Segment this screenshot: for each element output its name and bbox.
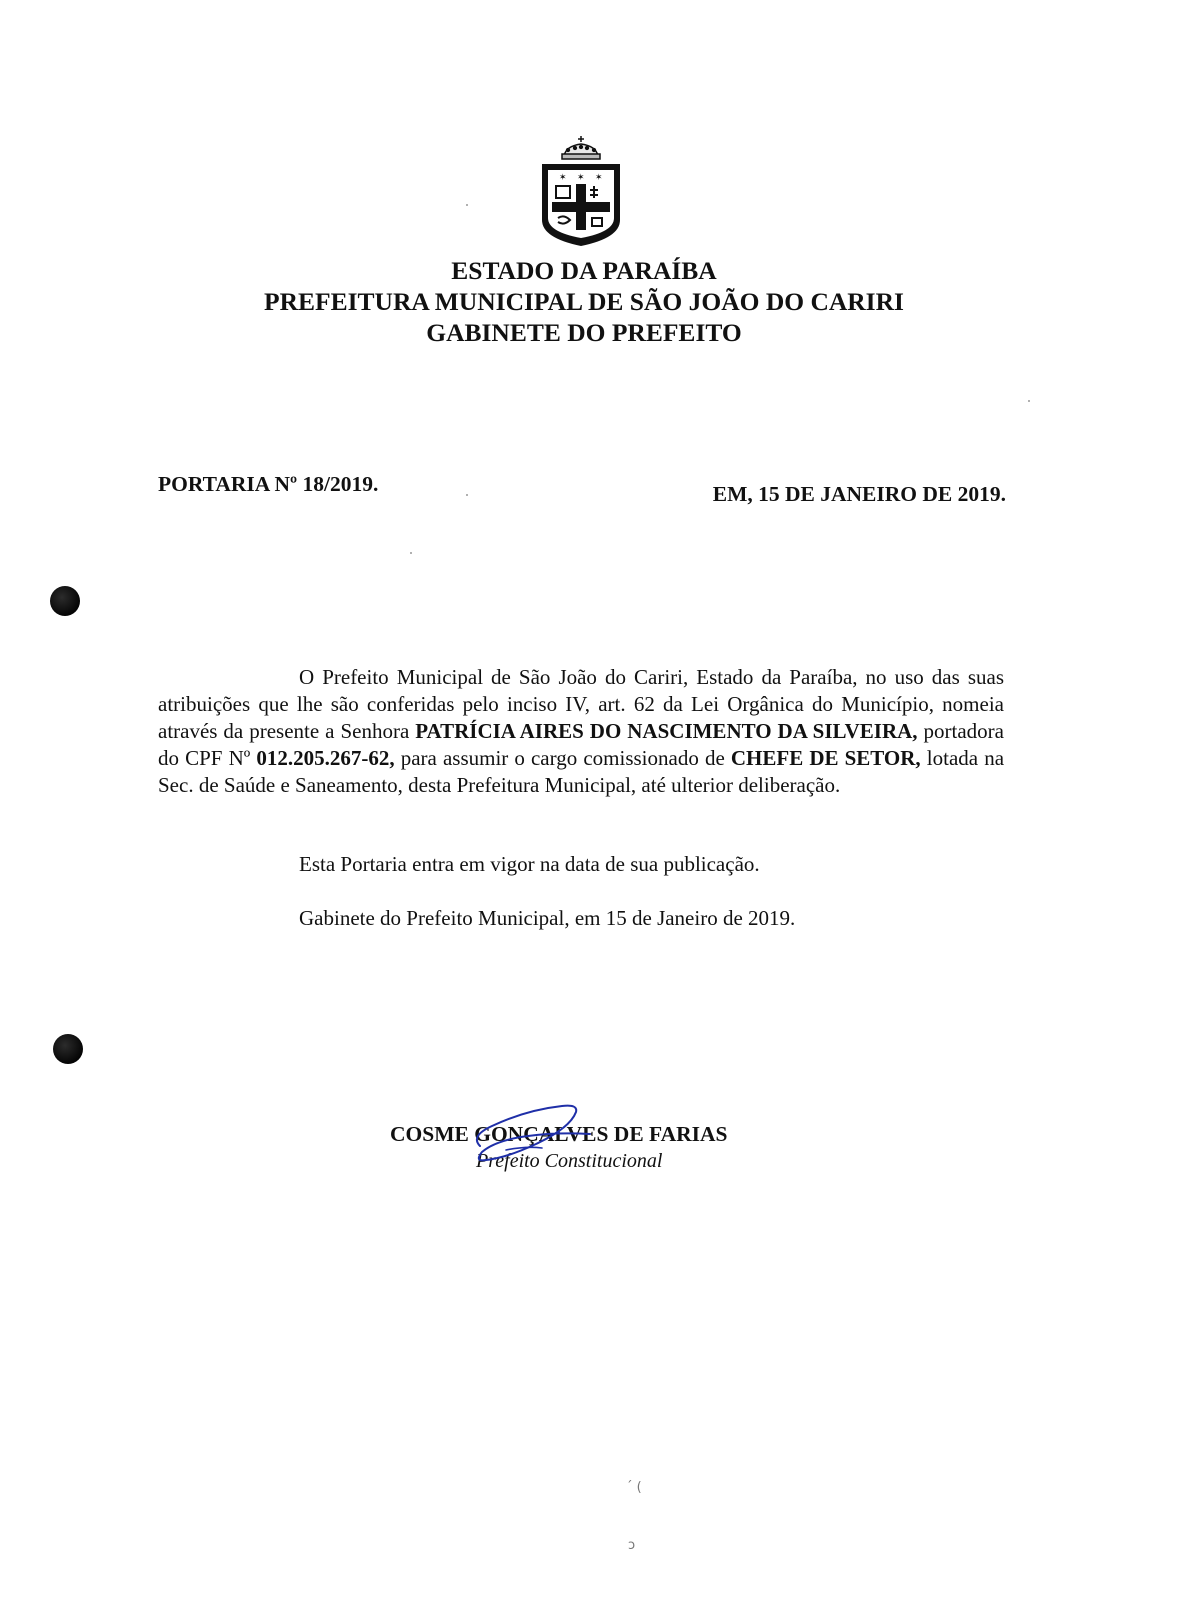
svg-text:✶: ✶ xyxy=(577,173,585,183)
signer-name: COSME GONÇALVES DE FARIAS xyxy=(390,1122,728,1146)
effective-date-paragraph: Esta Portaria entra em vigor na data de sua publicação. xyxy=(299,852,760,876)
document-body xyxy=(158,664,1004,799)
paragraph-text: portadora do CPF Nº xyxy=(158,719,1004,770)
appointee-role: CHEFE DE SETOR, xyxy=(730,746,921,770)
header-prefecture: PREFEITURA MUNICIPAL DE SÃO JOÃO DO CARIRI xyxy=(264,287,904,316)
coat-of-arms-icon xyxy=(538,134,624,250)
paragraph-text: lotada na Sec. de Saúde e Saneamento, desta Prefeitura Municipal, até ulterior deliberação. xyxy=(158,746,1005,797)
scan-speck: ɔ xyxy=(628,1538,636,1553)
punch-hole-mark xyxy=(50,586,80,616)
handwritten-signature xyxy=(466,1100,606,1170)
svg-text:✶: ✶ xyxy=(559,173,567,183)
paragraph-text: para assumir o cargo comissionado de xyxy=(394,746,731,770)
portaria-number: PORTARIA Nº 18/2019. xyxy=(158,472,379,496)
scan-dot xyxy=(466,204,468,206)
header-office: GABINETE DO PREFEITO xyxy=(426,318,742,347)
signer-title: Prefeito Constitucional xyxy=(476,1150,663,1172)
header-state: ESTADO DA PARAÍBA xyxy=(451,256,717,285)
document-header xyxy=(0,255,1168,348)
paragraph-text: O Prefeito Municipal de São João do Cariri, Estado da Paraíba, no uso das suas atribuições que lhe são conferidas pelo inciso IV, art. 62 da Lei Orgânica do Município, nomeia através da presente a Senhora xyxy=(158,665,1004,743)
portaria-date: EM, 15 DE JANEIRO DE 2019. xyxy=(712,482,1006,506)
punch-hole-mark xyxy=(53,1034,83,1064)
scan-speck: ´ ( xyxy=(626,1480,642,1495)
svg-text:✶: ✶ xyxy=(595,173,603,183)
appointment-paragraph xyxy=(158,664,1004,799)
scan-dot xyxy=(1028,400,1030,402)
appointee-cpf: 012.205.267-62, xyxy=(256,746,395,770)
issued-paragraph: Gabinete do Prefeito Municipal, em 15 de Janeiro de 2019. xyxy=(299,906,796,930)
appointee-name: PATRÍCIA AIRES DO NASCIMENTO DA SILVEIRA, xyxy=(415,719,918,743)
scan-dot xyxy=(410,552,412,554)
scan-dot xyxy=(466,494,468,496)
